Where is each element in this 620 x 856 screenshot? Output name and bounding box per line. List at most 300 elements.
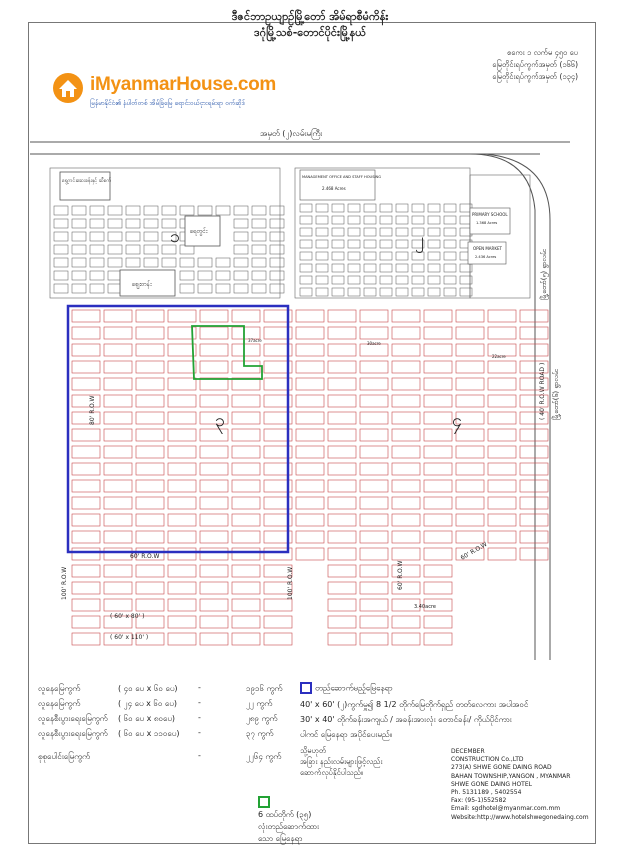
lot-block (364, 228, 376, 236)
south-lot-grid (72, 310, 548, 645)
lot-block (162, 258, 176, 267)
contact-email[interactable]: Email: sgdhotel@myanmar.com.mm (451, 805, 561, 813)
lot-block (90, 232, 104, 241)
right-road-label: မြို့တော်(၅) ရွာလမ်း (540, 249, 548, 300)
lot-block (168, 463, 196, 475)
lot-block (296, 412, 324, 424)
lot-block (232, 480, 260, 492)
lot-block (168, 412, 196, 424)
lot-block (424, 361, 452, 373)
lot-block (392, 429, 420, 441)
lot-block (72, 232, 86, 241)
lot-block (348, 264, 360, 272)
note-line-1: အခြား နည်းလမ်းများဖြင့်လည်း (300, 757, 383, 766)
legend-sep: - (198, 698, 201, 707)
lot-block (444, 216, 456, 224)
lot-block (104, 548, 132, 560)
contact-line: CONSTRUCTION Co.,LTD (451, 756, 524, 764)
lot-block (296, 378, 324, 390)
lot-block (200, 327, 228, 339)
open-market-area: 2.436 Acres (475, 255, 497, 259)
lot-block (428, 276, 440, 284)
lot-block (456, 497, 484, 509)
lot-block (316, 216, 328, 224)
lot-block (200, 633, 228, 645)
lot-block (232, 497, 260, 509)
lot-block (296, 327, 324, 339)
lot-block (180, 258, 194, 267)
lot-block (234, 271, 248, 280)
lot-block (412, 288, 424, 296)
lot-block (360, 429, 388, 441)
lot-block (424, 582, 452, 594)
lot-block (108, 232, 122, 241)
lot-block (72, 310, 100, 322)
lot-block (520, 480, 548, 492)
lot-block (232, 599, 260, 611)
ref-ward-2: မြေတိုင်းရပ်ကွက်အမှတ် (၁၃၄) (492, 72, 578, 81)
site-logo[interactable] (52, 72, 282, 114)
lot-block (104, 361, 132, 373)
lot-block (126, 232, 140, 241)
mgmt-label: MANAGEMENT OFFICE AND STAFF HOUSING (302, 175, 382, 179)
lot-block (72, 599, 100, 611)
north-lot-grid (54, 204, 472, 296)
legend-row (38, 728, 298, 743)
lot-block (234, 284, 248, 293)
green-legend-swatch (258, 796, 270, 808)
lot-block (168, 599, 196, 611)
lot-block (168, 633, 196, 645)
lot-block (444, 204, 456, 212)
lot-block (90, 284, 104, 293)
lot-block (136, 480, 164, 492)
lot-block (488, 463, 516, 475)
lot-block (296, 497, 324, 509)
green-legend-line-2: သော မြေနေရာ (258, 833, 303, 843)
lot-block (428, 216, 440, 224)
legend-line-1: 40' x 60' (၂)ကွက်မှူ၍ 8 1/2 တိုက်မြေတိုက်ရှည် တတ်လေကား အပါအဝင် (300, 699, 529, 709)
construction-legend (300, 682, 600, 741)
lot-block (520, 531, 548, 543)
row-label-4: 60' R.O.W (397, 560, 404, 590)
lot-block (200, 497, 228, 509)
lot-block (424, 429, 452, 441)
lot-block (424, 514, 452, 526)
lot-block (232, 344, 260, 356)
lot-block (126, 219, 140, 228)
lot-block (232, 310, 260, 322)
lot-block (252, 284, 266, 293)
lot-block (136, 310, 164, 322)
legend-head: တည်ဆောက်မည့်မြေနေရာ (315, 683, 393, 693)
lot-block (424, 633, 452, 645)
lot-block (200, 616, 228, 628)
lot-block (168, 446, 196, 458)
lot-block (328, 565, 356, 577)
lot-block (328, 446, 356, 458)
lot-block (232, 361, 260, 373)
lot-block (168, 616, 196, 628)
lot-block (72, 514, 100, 526)
lot-block (136, 327, 164, 339)
lot-block (392, 548, 420, 560)
lot-block (104, 344, 132, 356)
open-market-label: OPEN MARKET (473, 246, 502, 251)
legend-label: လူနေမြေကွက် (38, 684, 81, 693)
lot-block (232, 395, 260, 407)
lot-block (108, 245, 122, 254)
lot-block (396, 252, 408, 260)
lot-block (488, 497, 516, 509)
lot-block (234, 245, 248, 254)
lot-block (328, 599, 356, 611)
lot-block (104, 582, 132, 594)
lot-block (424, 344, 452, 356)
lot-block (360, 565, 388, 577)
lot-block (300, 288, 312, 296)
lot-block (300, 276, 312, 284)
lot-block (104, 310, 132, 322)
lot-block (136, 378, 164, 390)
lot-block (456, 395, 484, 407)
lot-block (168, 344, 196, 356)
lot-block (456, 378, 484, 390)
lot-block (136, 497, 164, 509)
lot-block (104, 599, 132, 611)
zone-4-label: ၄ (452, 410, 463, 431)
lot-block (424, 412, 452, 424)
right-road-label-2: ( 40' R.O.W ROAD ) (539, 362, 546, 420)
lot-block (396, 276, 408, 284)
lot-block (232, 633, 260, 645)
lot-block (456, 344, 484, 356)
legend-label: လူနေစီးပွားရေးမြေကွက် (38, 729, 108, 738)
lot-block (360, 531, 388, 543)
lot-block (456, 531, 484, 543)
lot-block (200, 395, 228, 407)
lot-block (328, 310, 356, 322)
lot-block (456, 327, 484, 339)
legend-line-2: 30' x 40' တိုက်ခန်းအကျယ် / အခန်းအားလုံး တောင်ခန်း/ ကိုယ်ပိုင်ကား (300, 714, 512, 724)
main-road-label: အမှတ် (၂)လမ်းမကြီး (260, 129, 323, 138)
lot-block (168, 310, 196, 322)
lot-block (72, 548, 100, 560)
lot-block (424, 395, 452, 407)
lot-block (72, 531, 100, 543)
lot-block (316, 276, 328, 284)
lot-block (396, 216, 408, 224)
zone-1-label: ၁ (170, 226, 181, 247)
site-tagline: မြန်မာနိုင်ငံ၏ နံပါတ်တစ် အိမ်ခြံမြေ ရောင်းဝယ်ငှားရမ်းရာ ဝက်ဆိုဒ် (90, 99, 245, 107)
lot-block (300, 252, 312, 260)
lot-block (360, 395, 388, 407)
legend-dims: ( ၄၀ ပေ x ၆၀ ပေ) (118, 684, 178, 693)
legend-label: လူနေစီးပွားရေးမြေကွက် (38, 714, 108, 723)
lot-block (72, 446, 100, 458)
lot-block (104, 497, 132, 509)
lot-block (104, 480, 132, 492)
green-legend (258, 796, 319, 845)
lot-block (136, 395, 164, 407)
lot-block (348, 252, 360, 260)
site-plan-map (30, 120, 590, 660)
lot-block (332, 216, 344, 224)
lot-block (520, 463, 548, 475)
lot-block (126, 206, 140, 215)
lot-block (104, 412, 132, 424)
lot-block (520, 514, 548, 526)
lot-block (520, 310, 548, 322)
legend-row (38, 698, 298, 713)
lot-block (216, 284, 230, 293)
lot-block (360, 463, 388, 475)
primary-school-area: 1.368 Acres (476, 221, 498, 225)
contact-line: Ph. 5131189 , 5402554 (451, 789, 522, 797)
lot-block (72, 206, 86, 215)
lot-block (180, 271, 194, 280)
blue-legend-swatch (300, 682, 312, 694)
contact-line: BAHAN TOWNSHIP,YANGON , MYANMAR (451, 772, 571, 780)
legend-dims: ( ၆၀ ပေ x ၈၀ပေ) (118, 714, 176, 723)
lot-block (54, 271, 68, 280)
lot-block (380, 252, 392, 260)
legend-row (38, 683, 298, 698)
green-block-boundary (192, 326, 262, 379)
lot-block (316, 288, 328, 296)
lot-block (392, 446, 420, 458)
lot-block (328, 463, 356, 475)
lot-block (412, 276, 424, 284)
lot-block (360, 616, 388, 628)
lot-block (424, 310, 452, 322)
lot-block (360, 361, 388, 373)
lot-block (380, 288, 392, 296)
lot-block (300, 264, 312, 272)
lot-block (180, 284, 194, 293)
lot-size-1: ( 60' x 80' ) (110, 613, 145, 620)
lot-block (360, 310, 388, 322)
lot-block (316, 264, 328, 272)
legend-count: ၁၉၁၆ ကွက် (246, 684, 283, 693)
lot-block (360, 514, 388, 526)
legend-row (38, 751, 298, 766)
lot-block (380, 276, 392, 284)
lot-block (396, 264, 408, 272)
lot-block (328, 361, 356, 373)
lot-block (270, 232, 284, 241)
lot-block (332, 228, 344, 236)
lot-block (424, 327, 452, 339)
lot-block (296, 361, 324, 373)
lot-block (428, 240, 440, 248)
market-label: ဈေးတန်း (132, 281, 152, 288)
lot-block (198, 271, 212, 280)
lot-block (104, 446, 132, 458)
lot-block (392, 514, 420, 526)
lot-block (200, 344, 228, 356)
lot-block (104, 327, 132, 339)
well-label: ရေတွင်း (190, 228, 208, 235)
lot-block (396, 228, 408, 236)
lot-block (104, 378, 132, 390)
lot-block (332, 240, 344, 248)
lot-block (72, 463, 100, 475)
lot-block (54, 284, 68, 293)
lot-block (198, 206, 212, 215)
lot-block (316, 252, 328, 260)
lot-block (296, 395, 324, 407)
plan-title: ဒီဇင်ဘာဥယျာဉ်မြို့တော် အိမ်ရာစီမံကိန်း (231, 10, 389, 23)
lot-block (72, 344, 100, 356)
lot-block (520, 446, 548, 458)
legend-sep: - (198, 683, 201, 692)
zone-2-label: ၂ (415, 229, 424, 250)
lot-block (296, 548, 324, 560)
lot-block (252, 232, 266, 241)
lot-block (328, 378, 356, 390)
lot-block (300, 204, 312, 212)
lot-block (296, 310, 324, 322)
lot-block (54, 206, 68, 215)
lot-block (198, 284, 212, 293)
lot-block (316, 204, 328, 212)
lot-block (216, 258, 230, 267)
lot-count-legend (38, 683, 298, 766)
lot-block (232, 463, 260, 475)
lot-block (108, 219, 122, 228)
lot-block (300, 240, 312, 248)
lot-block (168, 480, 196, 492)
lot-block (90, 245, 104, 254)
lot-block (428, 228, 440, 236)
lot-block (364, 276, 376, 284)
lot-block (136, 582, 164, 594)
lot-block (444, 276, 456, 284)
lot-block (270, 258, 284, 267)
lot-block (328, 633, 356, 645)
lot-block (392, 497, 420, 509)
lot-block (328, 616, 356, 628)
lot-block (232, 616, 260, 628)
area-22: 22acre (492, 354, 506, 359)
primary-school-label: PRIMARY SCHOOL (472, 212, 508, 217)
lot-block (424, 616, 452, 628)
mgmt-area: 2.468 Acres (322, 186, 346, 191)
lot-block (168, 514, 196, 526)
lot-block (72, 633, 100, 645)
lot-block (136, 429, 164, 441)
note-head: သို့မဟုတ် (300, 746, 327, 755)
lot-block (520, 497, 548, 509)
lot-block (456, 361, 484, 373)
lot-block (168, 531, 196, 543)
row-label-2: 60' R.O.W (130, 553, 160, 560)
lot-block (392, 616, 420, 628)
lot-block (90, 206, 104, 215)
lot-block (520, 327, 548, 339)
lot-block (424, 378, 452, 390)
lot-block (296, 514, 324, 526)
lot-block (108, 206, 122, 215)
lot-block (296, 429, 324, 441)
legend-count: ၂၂၆၄ ကွက် (246, 752, 282, 761)
lot-block (72, 565, 100, 577)
lot-block (104, 463, 132, 475)
lot-block (412, 216, 424, 224)
lot-block (270, 284, 284, 293)
lot-block (126, 258, 140, 267)
lot-block (316, 240, 328, 248)
lot-block (72, 497, 100, 509)
lot-block (456, 480, 484, 492)
legend-sep: - (198, 713, 201, 722)
lot-block (328, 344, 356, 356)
lot-block (456, 514, 484, 526)
lot-block (444, 228, 456, 236)
lot-block (296, 446, 324, 458)
lot-block (200, 463, 228, 475)
lot-block (168, 395, 196, 407)
lot-block (328, 480, 356, 492)
lot-block (364, 204, 376, 212)
lot-block (72, 284, 86, 293)
lot-block (332, 276, 344, 284)
lot-block (428, 252, 440, 260)
lot-block (72, 327, 100, 339)
lot-block (444, 288, 456, 296)
lot-block (72, 616, 100, 628)
lot-block (136, 446, 164, 458)
lot-block (104, 514, 132, 526)
lot-block (428, 288, 440, 296)
contact-website[interactable]: Website:http://www.hotelshwegonedaing.com (451, 813, 589, 821)
lot-block (328, 429, 356, 441)
lot-block (264, 616, 292, 628)
lot-block (360, 633, 388, 645)
lot-block (162, 206, 176, 215)
lot-block (364, 216, 376, 224)
lot-block (364, 252, 376, 260)
lot-block (412, 252, 424, 260)
area-37: 37acre (248, 338, 262, 343)
lot-block (360, 599, 388, 611)
lot-block (392, 344, 420, 356)
house-icon (52, 72, 84, 104)
row-label-5: 80' R.O.W (89, 395, 96, 425)
lot-block (136, 412, 164, 424)
ref-ward-1: မြေတိုင်းရပ်ကွက်အမှတ် (၁၆၆) (492, 60, 578, 69)
lot-block (252, 206, 266, 215)
lot-block (444, 240, 456, 248)
lot-block (126, 245, 140, 254)
lot-block (328, 582, 356, 594)
row-label-3: 100' R.O.W (287, 566, 294, 600)
lot-block (424, 548, 452, 560)
lot-block (200, 514, 228, 526)
lot-block (520, 429, 548, 441)
lot-block (424, 480, 452, 492)
lot-block (54, 245, 68, 254)
lot-block (316, 228, 328, 236)
lot-block (136, 344, 164, 356)
lot-block (104, 531, 132, 543)
lot-block (360, 548, 388, 560)
lot-block (232, 582, 260, 594)
right-road-label-3: မြို့တော်(၆) ရွာလမ်း (552, 369, 560, 420)
lot-block (54, 219, 68, 228)
lot-block (72, 271, 86, 280)
